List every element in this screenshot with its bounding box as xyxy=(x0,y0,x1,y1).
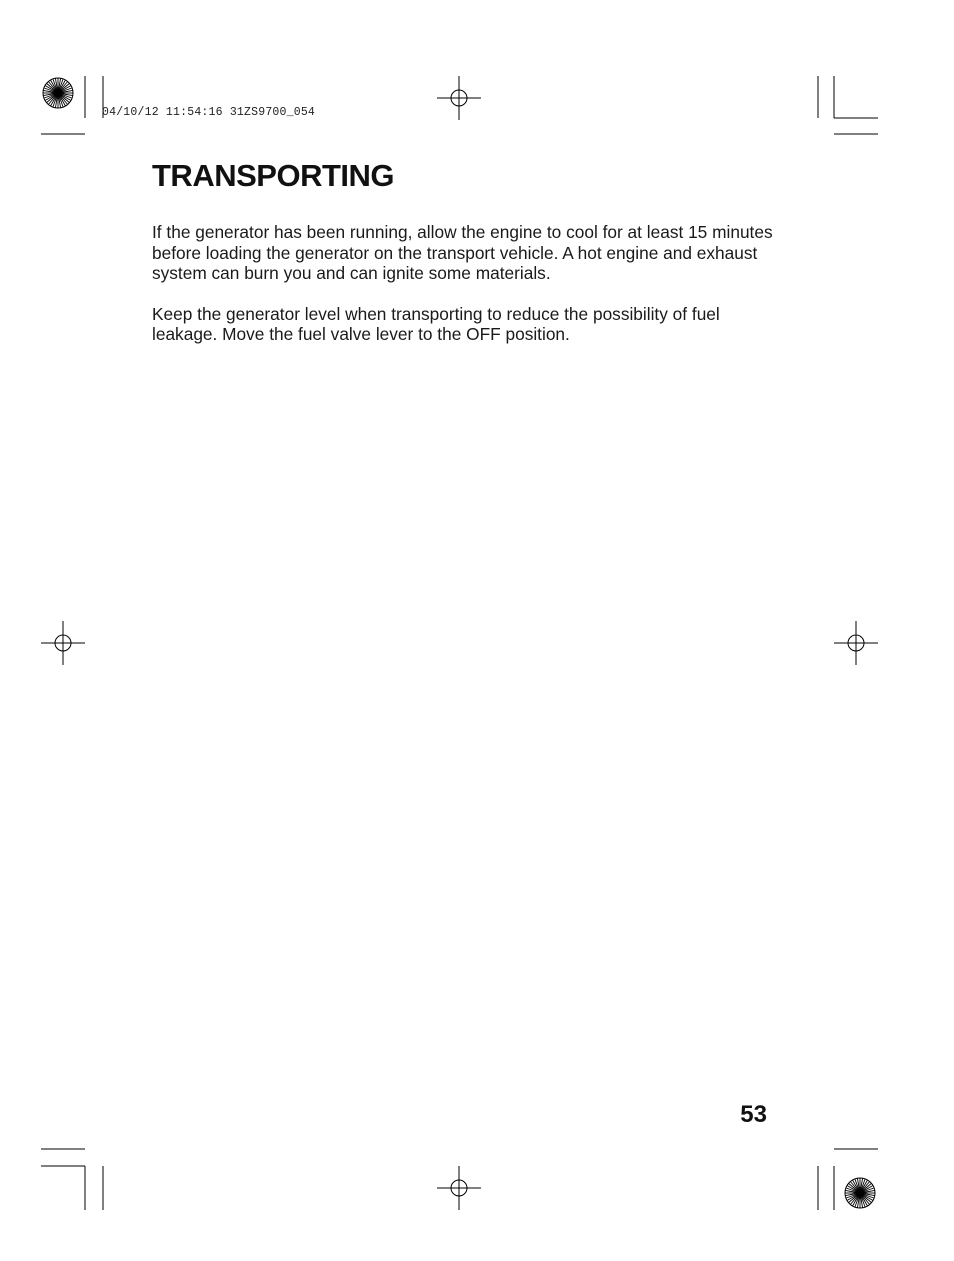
paragraph-cooling: If the generator has been running, allow the engine to cool for at least 15 minutes before loading the generator on the transport vehicle. A hot engine and exhaust system can burn you and can ignite some materials. xyxy=(152,222,773,283)
page-title: TRANSPORTING xyxy=(152,158,394,193)
crosshair-registration-icon xyxy=(834,621,878,665)
starburst-registration-icon xyxy=(845,1178,875,1208)
print-timestamp: 04/10/12 11:54:16 31ZS9700_054 xyxy=(102,106,316,119)
starburst-registration-icon xyxy=(43,78,73,108)
crop-mark-top-right xyxy=(818,76,878,134)
page-number: 53 xyxy=(740,1101,767,1128)
crosshair-registration-icon xyxy=(437,1166,481,1210)
crop-mark-top-left xyxy=(41,76,103,134)
body-text xyxy=(152,222,777,365)
crop-mark-bottom-left xyxy=(41,1149,103,1210)
crosshair-registration-icon xyxy=(41,621,85,665)
crosshair-registration-icon xyxy=(437,76,481,120)
paragraph-level-transport: Keep the generator level when transporting to reduce the possibility of fuel leakage. Move the fuel valve lever to the OFF position. xyxy=(152,303,720,344)
